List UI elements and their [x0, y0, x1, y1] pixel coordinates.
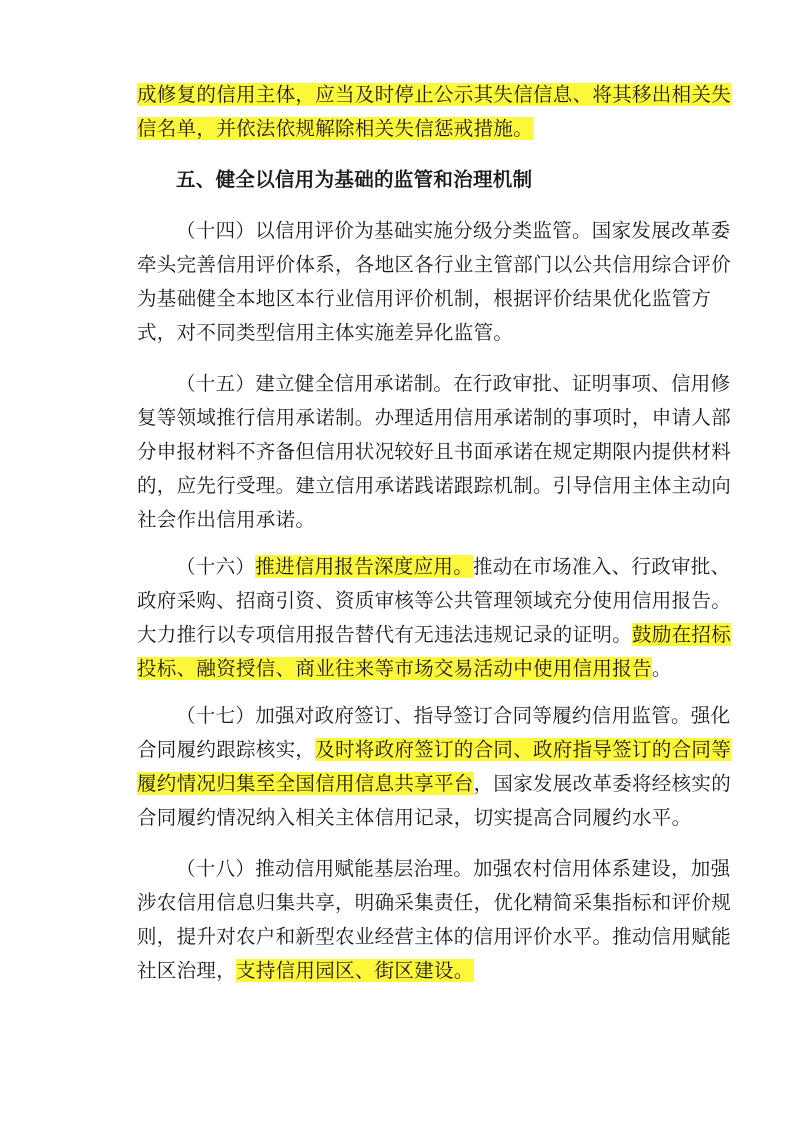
paragraph-text: 推动在市场准入、行政审批、 — [473, 555, 731, 578]
paragraph-text: 涉农信用信息归集共享，明确采集责任，优化精简采集指标和评价规 — [137, 891, 732, 914]
text-line — [137, 801, 691, 835]
text-line — [176, 367, 730, 401]
paragraph-text: 大力推行以专项信用报告替代有无违法违规记录的证明。 — [137, 623, 633, 646]
text-line — [137, 954, 474, 988]
text-line — [176, 550, 730, 584]
paragraph-text: 政府采购、招商引资、资质审核等公共管理领域充分使用信用报告。 — [137, 589, 732, 612]
paragraph-text: 合同履约跟踪核实， — [137, 738, 316, 761]
highlighted-text: 及时将政府签订的合同、政府指导签订的合同等 — [315, 738, 732, 761]
text-line — [137, 282, 711, 316]
paragraph-text: 社区治理， — [137, 959, 237, 982]
text-line — [176, 699, 730, 733]
text-line — [176, 214, 730, 248]
text-line — [137, 767, 731, 801]
text-line — [137, 733, 731, 767]
highlighted-text: 信名单，并依法依规解除相关失信惩戒措施。 — [137, 117, 534, 140]
paragraph-text: 复等领域推行信用承诺制。办理适用信用承诺制的事项时，申请人部 — [137, 406, 732, 429]
text-line — [137, 618, 731, 652]
highlighted-text: 鼓励在招标 — [632, 623, 732, 646]
paragraph-text: 牵头完善信用评价体系，各地区各行业主管部门以公共信用综合评价 — [137, 253, 732, 276]
text-line — [137, 78, 731, 112]
text-line — [137, 401, 731, 435]
text-line — [137, 112, 533, 146]
text-line — [137, 316, 513, 350]
heading-text: 五、健全以信用为基础的监管和治理机制 — [176, 168, 533, 191]
text-line — [137, 584, 731, 618]
paragraph-text: （十四）以信用评价为基础实施分级分类监管。国家发展改革委 — [176, 219, 731, 242]
paragraph-text: 合同履约情况纳入相关主体信用记录，切实提高合同履约水平。 — [137, 806, 692, 829]
text-line — [137, 248, 731, 282]
paragraph-text: （十七）加强对政府签订、指导签订合同等履约信用监管。强化 — [176, 704, 731, 727]
paragraph-text: 社会作出信用承诺。 — [137, 508, 316, 531]
text-line — [137, 920, 731, 954]
paragraph-text: 则，提升对农户和新型农业经营主体的信用评价水平。推动信用赋能 — [137, 925, 732, 948]
text-line — [137, 886, 731, 920]
paragraph-text: ，国家发展改革委将经核实的 — [473, 772, 732, 795]
paragraph-text: （十八）推动信用赋能基层治理。加强农村信用体系建设，加强 — [176, 857, 731, 880]
text-line — [137, 469, 731, 503]
text-line — [137, 652, 672, 686]
paragraph-text: 为基础健全本地区本行业信用评价机制，根据评价结果优化监管方 — [137, 287, 712, 310]
highlighted-text: 支持信用园区、街区建设。 — [236, 959, 474, 982]
text-line — [176, 852, 730, 886]
paragraph-text: 式，对不同类型信用主体实施差异化监管。 — [137, 321, 514, 344]
text-line — [137, 503, 315, 537]
paragraph-text: 的，应先行受理。建立信用承诺践诺跟踪机制。引导信用主体主动向 — [137, 474, 732, 497]
highlighted-text: 投标、融资授信、商业往来等市场交易活动中使用信用报告 — [137, 657, 652, 680]
paragraph-text: 。 — [651, 657, 672, 680]
paragraph-text: （十六） — [176, 555, 256, 578]
paragraph-text: 分申报材料不齐备但信用状况较好且书面承诺在规定期限内提供材料 — [137, 440, 732, 463]
paragraph-text: （十五）建立健全信用承诺制。在行政审批、证明事项、信用修 — [176, 372, 731, 395]
highlighted-text: 推进信用报告深度应用。 — [255, 555, 474, 578]
highlighted-text: 履约情况归集至全国信用信息共享平台 — [137, 772, 474, 795]
text-line — [137, 435, 731, 469]
section-heading — [176, 163, 532, 197]
highlighted-text: 成修复的信用主体，应当及时停止公示其失信信息、将其移出相关失 — [137, 83, 732, 106]
